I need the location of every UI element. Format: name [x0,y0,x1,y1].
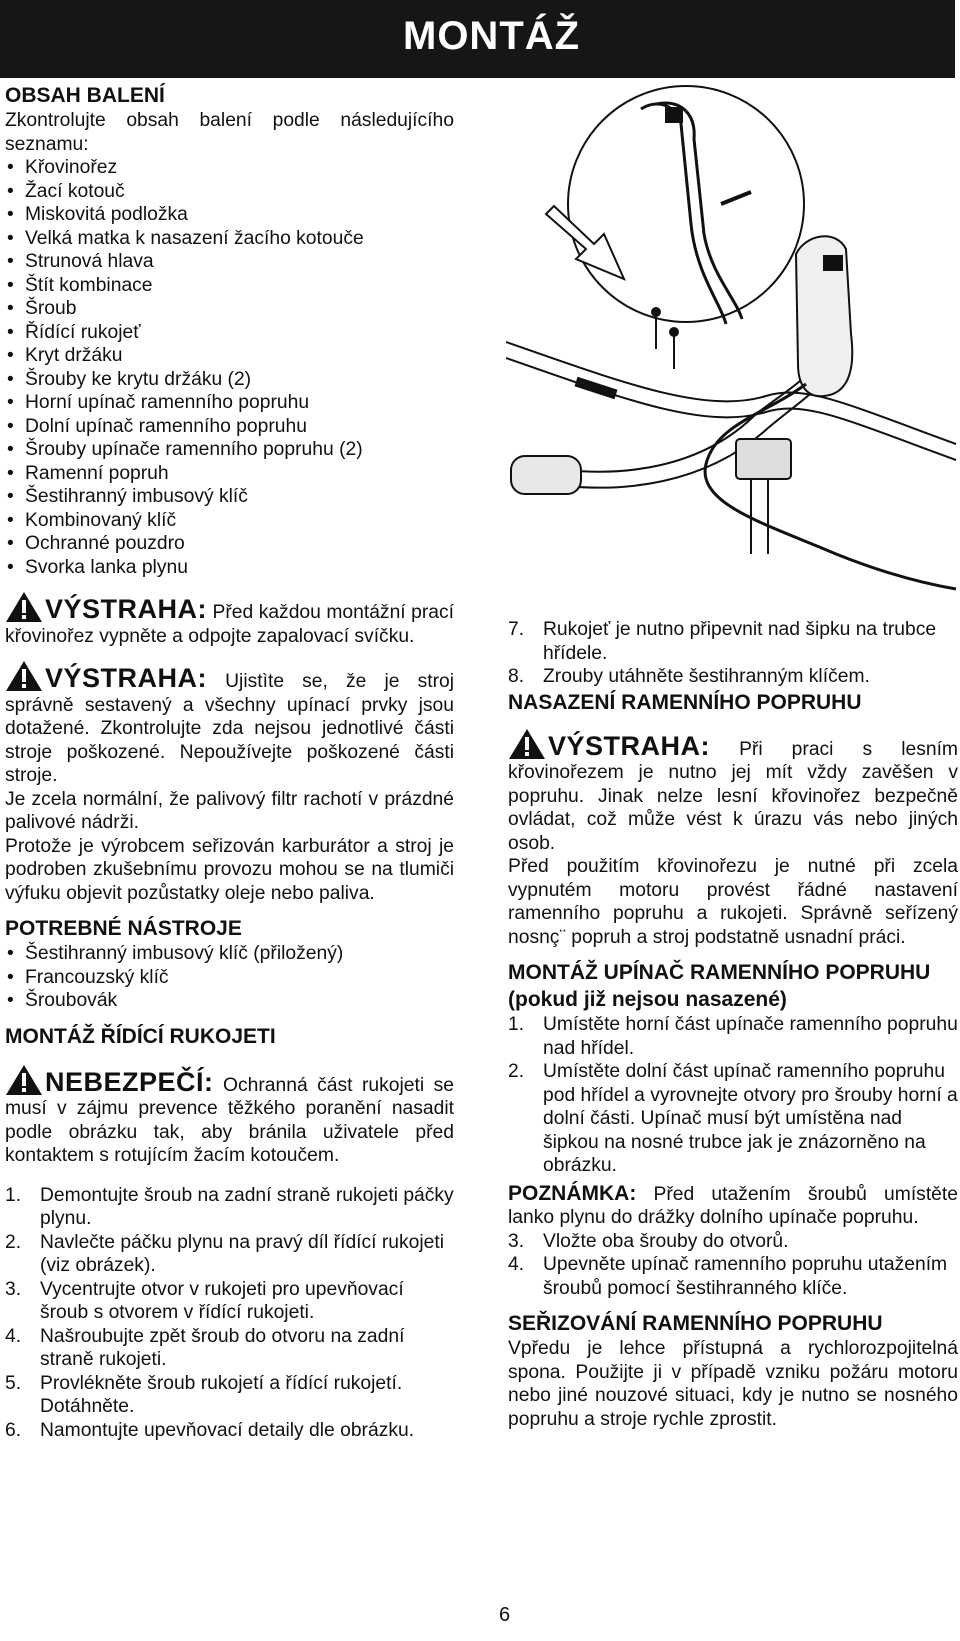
list-item: • Horní upínač ramenního popruhu [5,391,454,415]
page-title: MONTÁŽ [403,14,581,58]
list-item: • Svorka lanka plynu [5,556,454,580]
handle-steps [5,1184,454,1443]
note-label: POZNÁMKA: [508,1181,637,1205]
warning-triangle-icon [508,728,546,760]
list-item: 5. Provlékněte šroub rukojetí a řídící rukojetí. Dotáhněte. [5,1372,403,1417]
warning-triangle-icon [5,660,43,692]
list-item: 2. Umístěte dolní část upínač ramenního popruhu pod hřídel a vyrovnejte otvory pro šrouby horní a dolní části. Upínač musí být umístěna nad šipkou na nosné trubce jak je znázorněno na obrázku. [508,1061,958,1176]
danger-text: Ochranná část rukojeti se musí v zájmu prevence těžkého poranění nasadit podle obrázku tak, aby bránila uživatele před kontaktem s rotujícím žacím kotoučem. [5,1074,454,1166]
warning-triangle-icon [5,591,43,623]
adjust-paragraph: Vpředu je lehce přístupná a rychlorozpojitelná spona. Použijte ji v případě vzniku požáru motoru nebo jiné nouzové situaci, kdy je nutno se nosného popruhu a stroje rychle zprostit. [508,1338,958,1430]
list-item: • Velká matka k nasazení žacího kotouče [5,227,454,251]
list-item: • Šroubovák [5,989,454,1013]
strap-paragraph: Před použitím křovinořezu je nutné při zcela vypnutém motoru provést řádné nastavení ramenního popruhu a rukojeti. Správně seřízený nosnç¨ popruh a stroj podstatně usnadní práci. [508,856,958,948]
warning-triangle-icon [5,1064,43,1096]
list-item: • Křovinořez [5,156,454,180]
list-item: • Francouzský klíč [5,966,454,990]
list-item: 4. Upevněte upínač ramenního popruhu utažením šroubů pomocí šestihranného klíče. [508,1254,948,1299]
detail-circle [568,86,804,322]
warning-1 [5,591,454,648]
warning-label: VÝSTRAHA: [45,594,208,624]
list-item: • Žací kotouč [5,180,454,204]
contents-heading: OBSAH BALENÍ [5,84,165,107]
list-item: • Šrouby upínače ramenního popruhu (2) [5,438,454,462]
list-item: • Řídící rukojeť [5,321,454,345]
strap-warning [508,728,958,856]
warning-2 [5,660,454,788]
tools-heading: POTREBNÉ NÁSTROJE [5,917,242,940]
list-item: • Šestihranný imbusový klíč [5,485,454,509]
list-item: 8. Zrouby utáhněte šestihranným klíčem. [508,666,870,687]
handle-heading: MONTÁŽ ŘÍDÍCÍ RUKOJETI [5,1024,276,1048]
list-item: • Šroub [5,297,454,321]
tools-list [5,942,454,1013]
list-item: • Ramenní popruh [5,462,454,486]
list-item: • Šrouby ke krytu držáku (2) [5,368,454,392]
list-item: • Šestihranný imbusový klíč (přiložený) [5,942,454,966]
list-item: 3. Vycentrujte otvor v rukojeti pro upevňovací šroub s otvorem v řídící rukojeti. [5,1278,404,1323]
handle-steps-continued [508,618,958,689]
warning-label: VÝSTRAHA: [548,730,711,761]
list-item: 6. Namontujte upevňovací detaily dle obrázku. [5,1419,415,1441]
list-item: 2. Navlečte páčku plynu na pravý díl řídící rukojeti (viz obrázek). [5,1231,445,1276]
warning-text: Před každou montážní prací křovinořez vypněte a odpojte zapalovací svíčku. [5,602,454,647]
list-item: 7. Rukojeť je nutno připevnit nad šipku na trubce hřídele. [508,619,937,664]
clamp-heading: MONTÁŽ UPÍNAČ RAMENNÍHO POPRUHU (pokud již nejsou nasazené) [508,961,931,1011]
list-item: 4. Našroubujte zpět šroub do otvoru na zadní straně rukojeti. [5,1325,405,1370]
list-item: • Kryt držáku [5,344,454,368]
arrow-icon [546,206,624,279]
contents-list [5,156,454,579]
list-item: • Štít kombinace [5,274,454,298]
list-item: 3. Vložte oba šrouby do otvorů. [508,1230,789,1252]
contents-intro: Zkontrolujte obsah balení podle následujícího seznamu: [5,110,454,155]
warning-text: Při praci s lesním křovinořezem je nutno jej mít vždy zavěšen v popruhu. Jinak nelze lesní křovinořez bezpečně ovládat, což může vést k úrazu vás nebo jiných osob. [508,738,958,854]
assembly-illustration [506,84,958,602]
danger-label: NEBEZPEČÍ: [45,1066,214,1097]
page-number: 6 [499,1604,511,1626]
warning-text: Ujistìte se, že je stroj správně sestavený a všechny upínací prvky jsou dotažené. Zkontrolujte zda nejsou jednotlivé části stroje poškozené. Nepoužívejte poškozené části stroje. [5,671,454,786]
strap-heading: NASAZENÍ RAMENNÍHO POPRUHU [508,690,862,714]
clamp-steps-2 [508,1230,958,1301]
list-item: • Ochranné pouzdro [5,532,454,556]
paragraph-fuel-filter: Je zcela normální, že palivový filtr rachotí v prázdné palivové nádrži. [5,788,454,833]
list-item: • Strunová hlava [5,250,454,274]
note [508,1182,958,1230]
strap-clamp [736,439,791,479]
warning-label: VÝSTRAHA: [45,663,208,693]
list-item: • Dolní upínač ramenního popruhu [5,415,454,439]
clamp-steps [508,1013,958,1178]
danger-notice [5,1064,454,1168]
left-grip [511,456,581,494]
list-item: 1. Demontujte šroub na zadní straně rukojeti páčky plynu. [5,1184,454,1229]
list-item: • Kombinovaný klíč [5,509,454,533]
right-column [508,618,958,1431]
note-text: Před utažením šroubů umístěte lanko plynu do drážky dolního upínače popruhu. [508,1183,958,1228]
adjust-heading: SEŘIZOVÁNÍ RAMENNÍHO POPRUHU [508,1312,883,1335]
paragraph-carburetor: Protože je výrobcem seřizován karburátor a stroj je podroben zkušebnímu provozu mohou se na tlumiči výfuku objevit pozůstatky oleje nebo paliva. [5,835,454,904]
left-column [5,82,454,1442]
list-item: • Miskovitá podložka [5,203,454,227]
list-item: 1. Umístěte horní část upínače ramenního popruhu nad hřídel. [508,1014,958,1059]
